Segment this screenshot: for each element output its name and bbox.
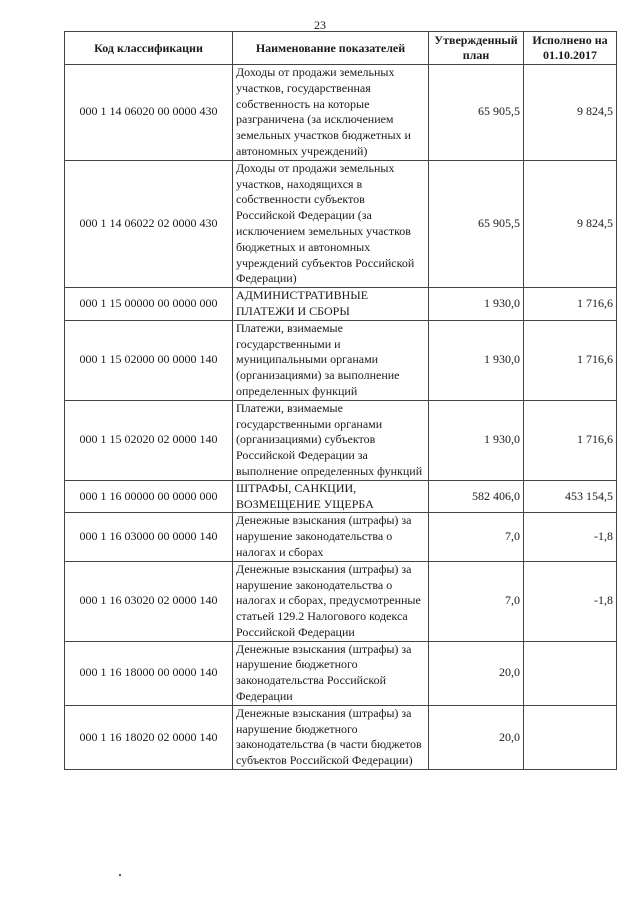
row-code: 000 1 16 03000 00 0000 140 [65, 513, 233, 561]
table-row [65, 561, 617, 641]
row-name: Доходы от продажи земельных участков, государственная собственность на которые разграничена (за исключением земельных участков бюджетных и автономных учреждений) [233, 65, 429, 161]
row-done: 1 716,6 [524, 400, 617, 480]
row-done: 9 824,5 [524, 160, 617, 287]
row-plan: 1 930,0 [429, 400, 524, 480]
row-code: 000 1 15 02000 00 0000 140 [65, 320, 233, 400]
row-code: 000 1 16 00000 00 0000 000 [65, 480, 233, 513]
row-name: Платежи, взимаемые государственными органами (организациями) субъектов Российской Федерации за выполнение определенных функций [233, 400, 429, 480]
row-name: Денежные взыскания (штрафы) за нарушение законодательства о налогах и сборах, предусмотренные статьей 129.2 Налогового кодекса Российской Федерации [233, 561, 429, 641]
table-row [65, 288, 617, 321]
table-header-row [65, 32, 617, 65]
row-name: АДМИНИСТРАТИВНЫЕ ПЛАТЕЖИ И СБОРЫ [233, 288, 429, 321]
row-done [524, 705, 617, 769]
row-plan: 7,0 [429, 513, 524, 561]
budget-table [64, 31, 617, 770]
row-code: 000 1 16 18020 02 0000 140 [65, 705, 233, 769]
row-code: 000 1 14 06022 02 0000 430 [65, 160, 233, 287]
table-row [65, 320, 617, 400]
row-done [524, 641, 617, 705]
row-plan: 582 406,0 [429, 480, 524, 513]
row-plan: 20,0 [429, 705, 524, 769]
row-done: -1,8 [524, 561, 617, 641]
row-code: 000 1 15 00000 00 0000 000 [65, 288, 233, 321]
page-number: 23 [314, 18, 326, 32]
table-row [65, 705, 617, 769]
row-name: ШТРАФЫ, САНКЦИИ, ВОЗМЕЩЕНИЕ УЩЕРБА [233, 480, 429, 513]
row-plan: 1 930,0 [429, 320, 524, 400]
row-done: 453 154,5 [524, 480, 617, 513]
row-code: 000 1 15 02020 02 0000 140 [65, 400, 233, 480]
table-row [65, 400, 617, 480]
row-name: Доходы от продажи земельных участков, находящихся в собственности субъектов Российской Федерации (за исключением земельных участков бюджетных и автономных учреждений субъектов Российской Федерации) [233, 160, 429, 287]
row-code: 000 1 16 18000 00 0000 140 [65, 641, 233, 705]
row-name: Платежи, взимаемые государственными и муниципальными органами (организациями) за выполнение определенных функций [233, 320, 429, 400]
row-done: 1 716,6 [524, 320, 617, 400]
row-name: Денежные взыскания (штрафы) за нарушение бюджетного законодательства (в части бюджетов субъектов Российской Федерации) [233, 705, 429, 769]
row-code: 000 1 14 06020 00 0000 430 [65, 65, 233, 161]
row-plan: 65 905,5 [429, 160, 524, 287]
table-row [65, 480, 617, 513]
table-row [65, 513, 617, 561]
row-code: 000 1 16 03020 02 0000 140 [65, 561, 233, 641]
header-name: Наименование показателей [233, 32, 429, 65]
scan-speck [119, 874, 121, 876]
header-done: Исполнено на 01.10.2017 [524, 32, 617, 65]
row-plan: 65 905,5 [429, 65, 524, 161]
row-done: 1 716,6 [524, 288, 617, 321]
row-plan: 20,0 [429, 641, 524, 705]
table-row [65, 641, 617, 705]
row-plan: 1 930,0 [429, 288, 524, 321]
header-plan: Утвержденный план [429, 32, 524, 65]
row-done: -1,8 [524, 513, 617, 561]
row-name: Денежные взыскания (штрафы) за нарушение бюджетного законодательства Российской Федерации [233, 641, 429, 705]
table-row [65, 65, 617, 161]
row-name: Денежные взыскания (штрафы) за нарушение законодательства о налогах и сборах [233, 513, 429, 561]
row-done: 9 824,5 [524, 65, 617, 161]
table-row [65, 160, 617, 287]
header-code: Код классификации [65, 32, 233, 65]
row-plan: 7,0 [429, 561, 524, 641]
